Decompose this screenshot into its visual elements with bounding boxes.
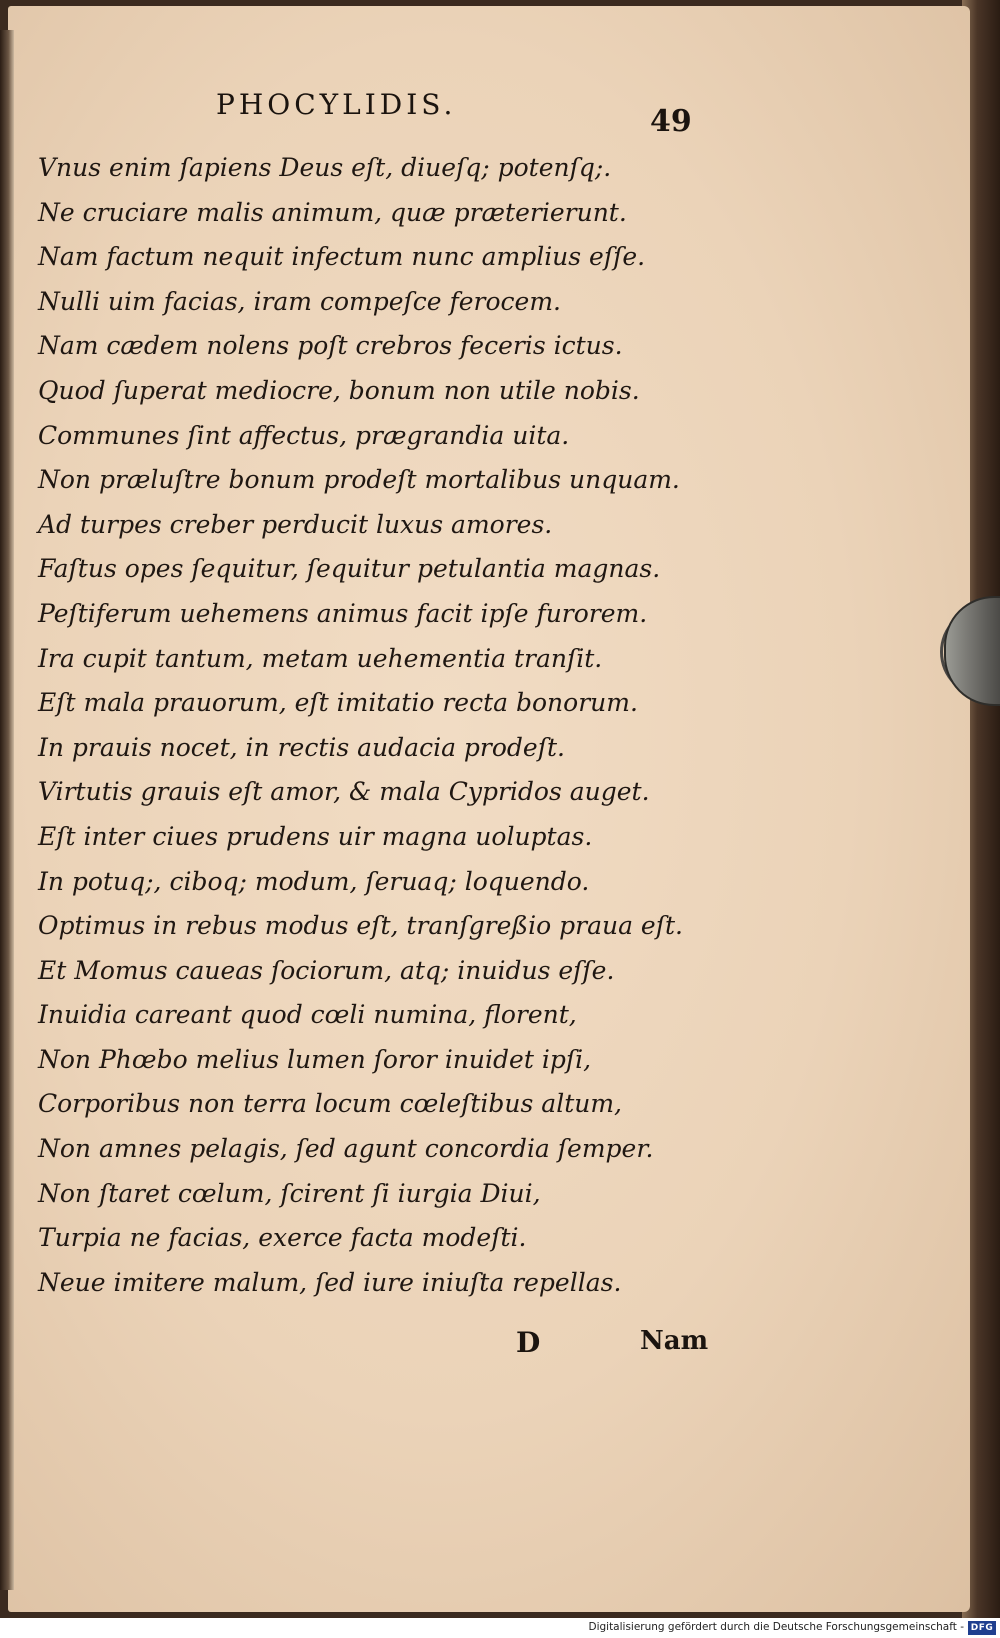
catchword: Nam xyxy=(640,1326,709,1356)
verse-line: Ad turpes creber perducit luxus amores. xyxy=(38,509,553,539)
page-number: 49 xyxy=(650,104,692,139)
verse-line: In potuq;, ciboq; modum, ſeruaq; loquendo. xyxy=(38,866,590,896)
verse-line: Virtutis grauis eſt amor, & mala Cypridos auget. xyxy=(38,777,650,807)
page-gutter xyxy=(0,30,14,1590)
verse-line: Peſtiferum uehemens animus facit ipſe furorem. xyxy=(38,598,648,628)
verse-line: Non amnes pelagis, ſed agunt concordia ſemper. xyxy=(38,1134,654,1164)
verse-line: Nam cædem nolens poſt crebros feceris ictus. xyxy=(38,331,623,361)
verse-line: Corporibus non terra locum cœleſtibus altum, xyxy=(38,1089,622,1119)
verse-line: Turpia ne facias, exerce facta modeſti. xyxy=(38,1223,527,1253)
verse-line: Vnus enim ſapiens Deus eſt, diueſq; potenſq;. xyxy=(38,153,612,182)
verse-line: Et Momus caueas ſociorum, atq; inuidus eſſe. xyxy=(38,955,615,985)
funding-credit: Digitalisierung gefördert durch die Deutsche Forschungsgemeinschaft - xyxy=(588,1621,964,1633)
verse-line: Faſtus opes ſequitur, ſequitur petulantia magnas. xyxy=(38,554,661,584)
signature-mark: D xyxy=(516,1326,541,1359)
dfg-logo: DFG xyxy=(968,1621,996,1635)
footer-bar xyxy=(0,1618,1000,1638)
verse-line: Non Phœbo melius lumen ſoror inuidet ipſi, xyxy=(38,1044,592,1074)
verse-line: Eſt mala prauorum, eſt imitatio recta bonorum. xyxy=(38,688,638,718)
verse-line: Communes ſint affectus, prægrandia uita. xyxy=(38,420,570,450)
verse-line: Optimus in rebus modus eſt, tranſgreßio praua eſt. xyxy=(38,911,683,941)
verse-line: In prauis nocet, in rectis audacia prodeſt. xyxy=(38,732,565,762)
verse-block xyxy=(38,146,728,1305)
verse-line: Non ſtaret cœlum, ſcirent ſi iurgia Diui, xyxy=(38,1178,541,1208)
verse-line: Nulli uim facias, iram compeſce ferocem. xyxy=(38,286,561,316)
running-head: PHOCYLIDIS. xyxy=(216,88,457,121)
verse-line: Non præluſtre bonum prodeſt mortalibus unquam. xyxy=(38,465,680,495)
page-sheet xyxy=(8,6,970,1612)
verse-line: Neue imitere malum, ſed iure iniuſta repellas. xyxy=(38,1267,622,1297)
verse-line: Nam factum nequit infectum nunc amplius eſſe. xyxy=(38,242,646,272)
verse-line: Eſt inter ciues prudens uir magna uoluptas. xyxy=(38,821,593,851)
verse-line: Ira cupit tantum, metam uehementia tranſit. xyxy=(38,643,603,673)
verse-line: Quod ſuperat mediocre, bonum non utile nobis. xyxy=(38,375,640,405)
verse-line: Ne cruciare malis animum, quæ præterierunt. xyxy=(38,197,627,227)
verse-line: Inuidia careant quod cœli numina, florent, xyxy=(38,1000,577,1030)
